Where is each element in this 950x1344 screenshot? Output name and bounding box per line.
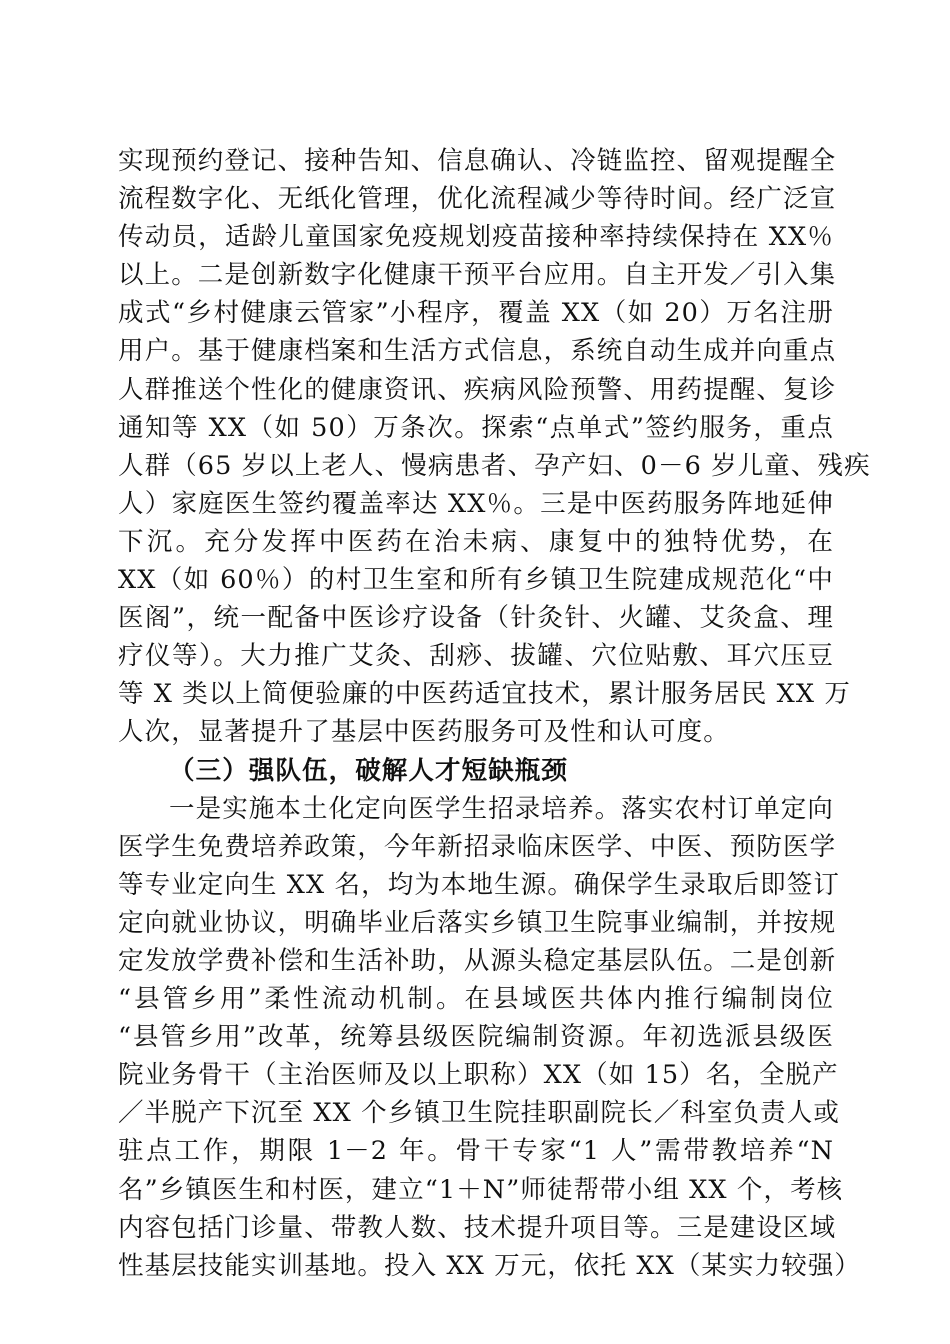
paragraph-line: 流程数字化、无纸化管理，优化流程减少等待时间。经广泛宣 [118,184,837,215]
paragraph-line: ／半脱产下沉至 XX 个乡镇卫生院挂职副院长／科室负责人或 [118,1098,840,1129]
paragraph-line: “县管乡用”改革，统筹县级医院编制资源。年初选派县级医 [118,1022,834,1053]
paragraph-line: 内容包括门诊量、带教人数、技术提升项目等。三是建设区域 [118,1212,837,1243]
document-body [118,142,871,1285]
paragraph-line: 等专业定向生 XX 名，均为本地生源。确保学生录取后即签订 [118,869,840,900]
paragraph-line: “县管乡用”柔性流动机制。在县域医共体内推行编制岗位 [118,984,834,1015]
paragraph-line: 医阁”，统一配备中医诊疗设备（针灸针、火罐、艾灸盒、理 [118,603,834,634]
paragraph-line: 驻点工作，期限 1－2 年。骨干专家“1 人”需带教培养“N [118,1136,834,1167]
paragraph-line: 人群（65 岁以上老人、慢病患者、孕产妇、0－6 岁儿童、残疾 [118,450,871,481]
paragraph-line: 等 X 类以上简便验廉的中医药适宜技术，累计服务居民 XX 万 [118,679,851,710]
paragraph-line: 以上。二是创新数字化健康干预平台应用。自主开发／引入集 [118,260,837,291]
section-heading: （三）强队伍，破解人才短缺瓶颈 [169,755,569,786]
paragraph-line: 实现预约登记、接种告知、信息确认、冷链监控、留观提醒全 [118,146,837,176]
paragraph-line: 疗仪等）。大力推广艾灸、刮痧、拔罐、穴位贴敷、耳穴压豆 [118,641,834,672]
paragraph-line: 名”乡镇医生和村医，建立“1＋N”师徒帮带小组 XX 个，考核 [118,1174,844,1205]
paragraph-line: 定发放学费补偿和生活补助，从源头稳定基层队伍。二是创新 [118,945,837,976]
paragraph-line: XX（如 60％）的村卫生室和所有乡镇卫生院建成规范化“中 [118,565,834,596]
paragraph-line: 医学生免费培养政策，今年新招录临床医学、中医、预防医学 [118,831,837,862]
paragraph-line: 一是实施本土化定向医学生招录培养。落实农村订单定向 [169,793,835,824]
paragraph-line: 用户。基于健康档案和生活方式信息，系统自动生成并向重点 [118,336,837,367]
paragraph-line: 传动员，适龄儿童国家免疫规划疫苗接种率持续保持在 XX％ [118,222,834,253]
paragraph-line: 成式“乡村健康云管家”小程序，覆盖 XX（如 20）万名注册 [118,298,834,329]
paragraph-line: 下沉。充分发挥中医药在治未病、康复中的独特优势，在 [118,526,834,557]
paragraph-line: 人）家庭医生签约覆盖率达 XX％。三是中医药服务阵地延伸 [118,488,834,519]
paragraph-line: 通知等 XX（如 50）万条次。探索“点单式”签约服务，重点 [118,412,834,443]
paragraph-line: 人次，显著提升了基层中医药服务可及性和认可度。 [118,717,730,748]
paragraph-line: 院业务骨干（主治医师及以上职称）XX（如 15）名，全脱产 [118,1060,839,1091]
paragraph-line: 定向就业协议，明确毕业后落实乡镇卫生院事业编制，并按规 [118,907,837,938]
paragraph-line: 人群推送个性化的健康资讯、疾病风险预警、用药提醒、复诊 [118,374,837,405]
paragraph-line: 性基层技能实训基地。投入 XX 万元，依托 XX（某实力较强） [118,1250,862,1281]
